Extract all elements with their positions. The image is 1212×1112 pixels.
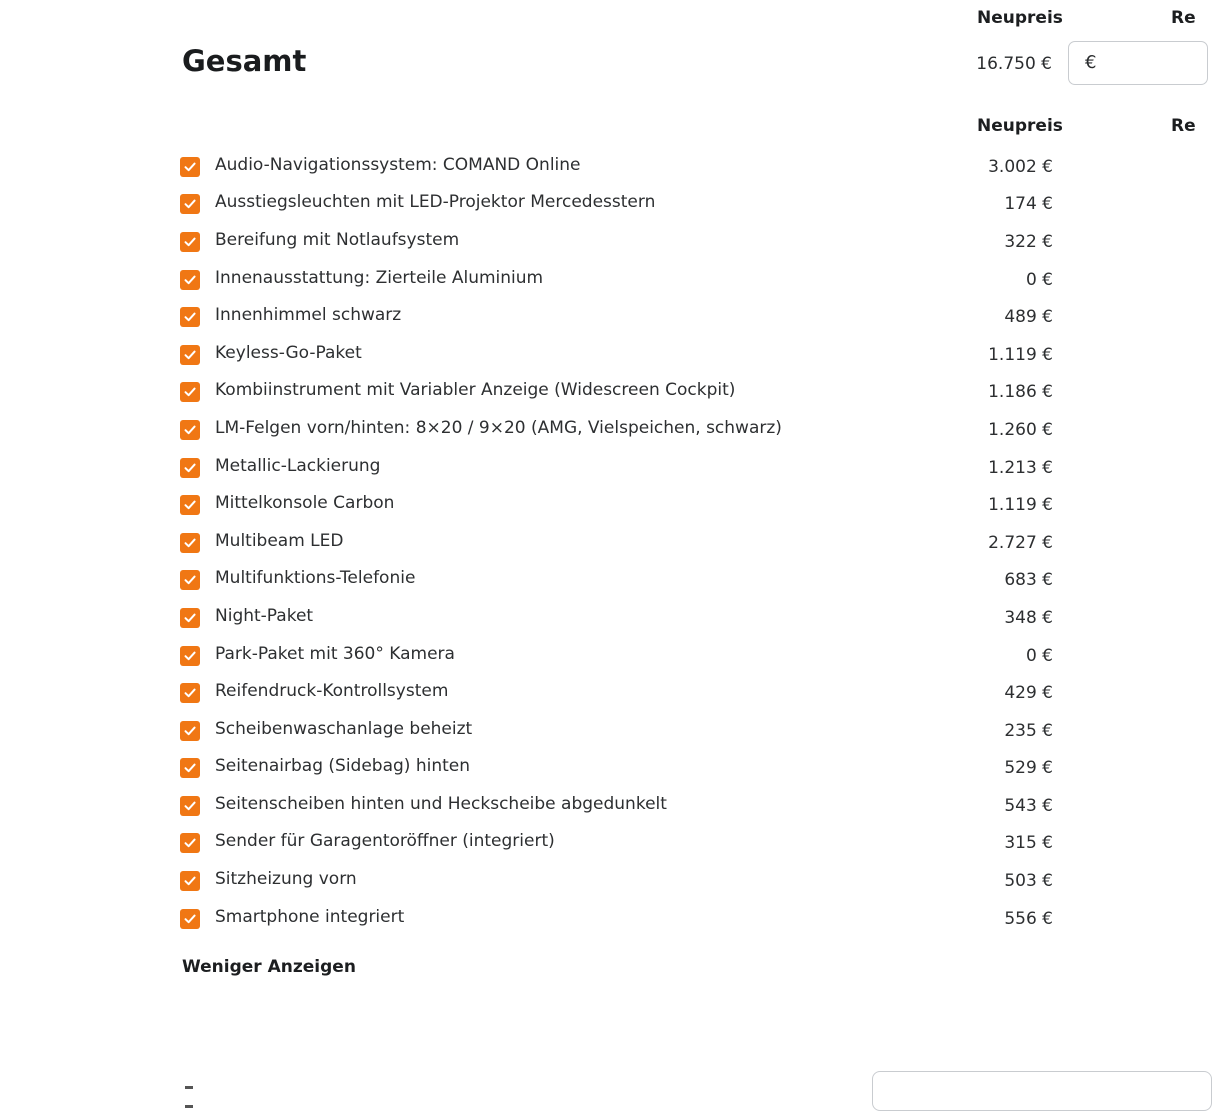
checkbox-checked-icon[interactable]: [180, 270, 200, 290]
option-label: Seitenairbag (Sidebag) hinten: [215, 756, 471, 777]
checkbox-checked-icon[interactable]: [180, 758, 200, 778]
option-price: 1.260 €: [988, 419, 1053, 440]
option-row[interactable]: [180, 447, 1060, 485]
total-new-price: 16.750 €: [976, 54, 1052, 74]
checkbox-checked-icon[interactable]: [180, 608, 200, 628]
option-label: LM-Felgen vorn/hinten: 8×20 / 9×20 (AMG, Vielspeichen, schwarz): [215, 417, 782, 438]
option-row[interactable]: [180, 484, 1060, 522]
option-price: 503 €: [1004, 871, 1053, 892]
option-row[interactable]: [180, 221, 1060, 259]
option-price: 0 €: [1025, 645, 1053, 666]
option-price: 543 €: [1004, 795, 1053, 816]
option-label: Innenausstattung: Zierteile Aluminium: [215, 267, 544, 288]
option-row[interactable]: [180, 785, 1060, 823]
option-price: 1.213 €: [988, 457, 1053, 478]
option-row[interactable]: [180, 748, 1060, 786]
option-label: Innenhimmel schwarz: [215, 305, 402, 326]
option-row[interactable]: [180, 823, 1060, 861]
option-row[interactable]: [180, 635, 1060, 673]
cut-off-input[interactable]: [872, 1071, 1212, 1111]
option-row[interactable]: [180, 860, 1060, 898]
checkbox-checked-icon[interactable]: [180, 871, 200, 891]
option-label: Seitenscheiben hinten und Heckscheibe abgedunkelt: [215, 793, 667, 814]
checkbox-checked-icon[interactable]: [180, 646, 200, 666]
option-row[interactable]: [180, 597, 1060, 635]
checkbox-checked-icon[interactable]: [180, 909, 200, 929]
option-label: Scheibenwaschanlage beheizt: [215, 718, 473, 739]
option-row[interactable]: [180, 146, 1060, 184]
option-label: Audio-Navigationssystem: COMAND Online: [215, 154, 581, 175]
checkbox-checked-icon[interactable]: [180, 382, 200, 402]
option-row[interactable]: [180, 672, 1060, 710]
option-label: Sender für Garagentoröffner (integriert): [215, 831, 555, 852]
option-label: Multifunktions-Telefonie: [215, 568, 416, 589]
option-label: Mittelkonsole Carbon: [215, 493, 395, 514]
option-label: Smartphone integriert: [215, 906, 405, 927]
option-label: Bereifung mit Notlaufsystem: [215, 229, 460, 250]
option-row[interactable]: [180, 372, 1060, 410]
option-price: 315 €: [1004, 833, 1053, 854]
show-less-link[interactable]: Weniger Anzeigen: [182, 957, 356, 977]
option-label: Kombiinstrument mit Variabler Anzeige (Widescreen Cockpit): [215, 380, 736, 401]
checkbox-checked-icon[interactable]: [180, 194, 200, 214]
option-price: 174 €: [1004, 194, 1053, 215]
option-price: 0 €: [1025, 269, 1053, 290]
option-price: 348 €: [1004, 607, 1053, 628]
checkbox-checked-icon[interactable]: [180, 232, 200, 252]
option-price: 1.186 €: [988, 382, 1053, 403]
option-row[interactable]: [180, 710, 1060, 748]
option-label: Night-Paket: [215, 605, 314, 626]
cut-off-heading-fragment: [185, 1074, 245, 1080]
option-price: 3.002 €: [988, 156, 1053, 177]
option-row[interactable]: [180, 259, 1060, 297]
right-column-header-cut: Re: [1171, 8, 1196, 28]
option-price: 1.119 €: [988, 495, 1053, 516]
option-row[interactable]: [180, 334, 1060, 372]
neupreis-column-header: Neupreis: [977, 8, 1063, 28]
option-row[interactable]: [180, 560, 1060, 598]
checkbox-checked-icon[interactable]: [180, 796, 200, 816]
checkbox-checked-icon[interactable]: [180, 570, 200, 590]
euro-prefix: €: [1085, 52, 1097, 73]
checkbox-checked-icon[interactable]: [180, 721, 200, 741]
option-price: 235 €: [1004, 720, 1053, 741]
checkbox-checked-icon[interactable]: [180, 683, 200, 703]
option-row[interactable]: [180, 522, 1060, 560]
option-price: 683 €: [1004, 570, 1053, 591]
option-row[interactable]: [180, 409, 1060, 447]
option-list: [180, 146, 1060, 935]
option-price: 1.119 €: [988, 344, 1053, 365]
checkbox-checked-icon[interactable]: [180, 157, 200, 177]
checkbox-checked-icon[interactable]: [180, 533, 200, 553]
checkbox-checked-icon[interactable]: [180, 420, 200, 440]
checkbox-checked-icon[interactable]: [180, 458, 200, 478]
option-label: Sitzheizung vorn: [215, 869, 357, 890]
options-right-header-cut: Re: [1171, 116, 1196, 136]
option-label: Park-Paket mit 360° Kamera: [215, 643, 455, 664]
option-label: Metallic-Lackierung: [215, 455, 381, 476]
total-title: Gesamt: [182, 44, 307, 78]
option-price: 529 €: [1004, 758, 1053, 779]
option-row[interactable]: [180, 296, 1060, 334]
checkbox-checked-icon[interactable]: [180, 495, 200, 515]
residual-price-input[interactable]: [1068, 41, 1208, 85]
option-price: 322 €: [1004, 231, 1053, 252]
option-price: 556 €: [1004, 908, 1053, 929]
option-row[interactable]: [180, 184, 1060, 222]
option-row[interactable]: [180, 898, 1060, 936]
option-label: Keyless-Go-Paket: [215, 342, 362, 363]
option-price: 2.727 €: [988, 532, 1053, 553]
checkbox-checked-icon[interactable]: [180, 307, 200, 327]
option-price: 489 €: [1004, 307, 1053, 328]
option-label: Ausstiegsleuchten mit LED-Projektor Mercedesstern: [215, 192, 656, 213]
options-neupreis-header: Neupreis: [977, 116, 1063, 136]
option-label: Reifendruck-Kontrollsystem: [215, 681, 449, 702]
option-label: Multibeam LED: [215, 530, 344, 551]
checkbox-checked-icon[interactable]: [180, 345, 200, 365]
checkbox-checked-icon[interactable]: [180, 833, 200, 853]
option-price: 429 €: [1004, 683, 1053, 704]
